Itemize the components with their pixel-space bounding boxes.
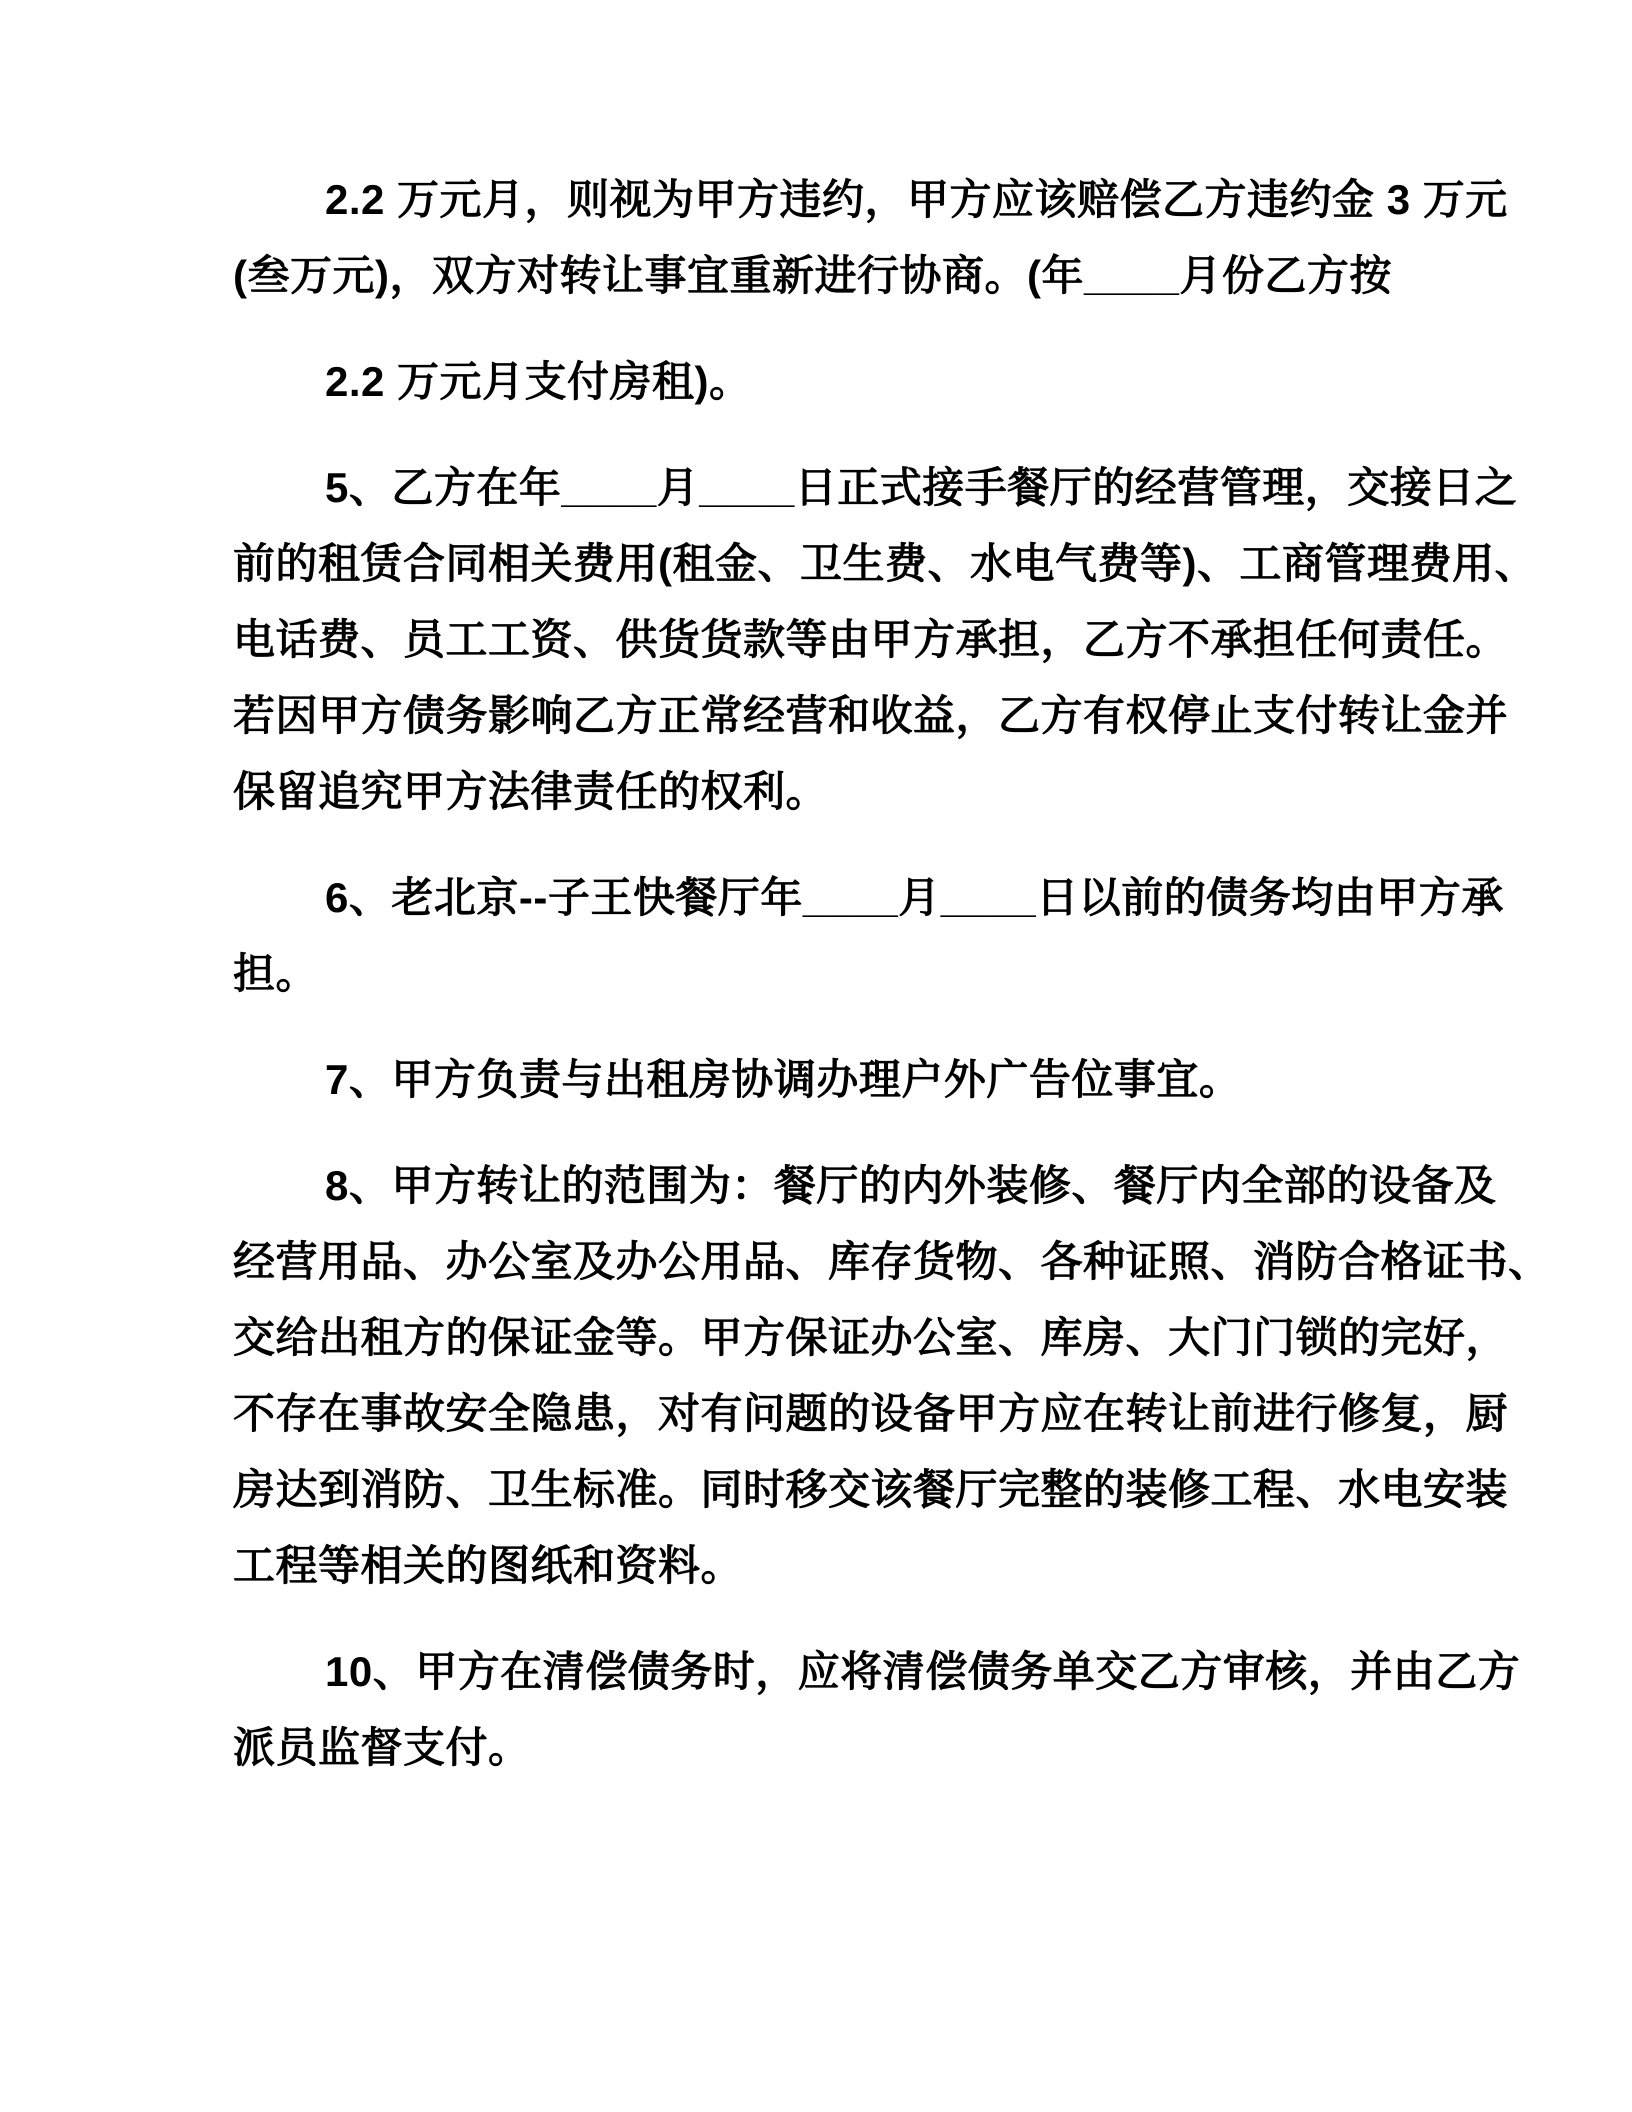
- paragraph-line: 7、甲方负责与出租房协调办理户外广告位事宜。: [325, 1056, 1242, 1103]
- paragraph-line: 若因甲方债务影响乙方正常经营和收益，乙方有权停止支付转让金并: [233, 692, 1509, 739]
- paragraph-line: 5、乙方在年____月____日正式接手餐厅的经营管理，交接日之: [325, 464, 1518, 511]
- paragraph: [233, 162, 1508, 314]
- paragraph-line: 电话费、员工工资、供货货款等由甲方承担，乙方不承担任何责任。: [233, 616, 1509, 663]
- document-body: [233, 162, 1551, 1816]
- paragraph-line: (叁万元)，双方对转让事宜重新进行协商。(年____月份乙方按: [233, 252, 1392, 299]
- paragraph-line: 房达到消防、卫生标准。同时移交该餐厅完整的装修工程、水电安装: [233, 1466, 1509, 1513]
- paragraph-line: 6、老北京--子王快餐厅年____月____日以前的债务均由甲方承: [325, 874, 1504, 921]
- paragraph: [233, 344, 1462, 420]
- paragraph: [233, 1148, 1551, 1604]
- paragraph-line: 派员监督支付。: [233, 1724, 531, 1771]
- paragraph-line: 10、甲方在清偿债务时，应将清偿债务单交乙方审核，并由乙方: [325, 1648, 1521, 1695]
- paragraph-line: 交给出租方的保证金等。甲方保证办公室、库房、大门门锁的完好，: [233, 1314, 1509, 1361]
- paragraph-line: 8、甲方转让的范围为：餐厅的内外装修、餐厅内全部的设备及: [325, 1162, 1497, 1209]
- paragraph-line: 2.2 万元月，则视为甲方违约，甲方应该赔偿乙方违约金 3 万元: [325, 176, 1508, 223]
- paragraph: [233, 860, 1504, 1012]
- paragraph-line: 担。: [233, 950, 319, 997]
- paragraph: [233, 450, 1537, 830]
- paragraph-line: 不存在事故安全隐患，对有问题的设备甲方应在转让前进行修复，厨: [233, 1390, 1509, 1437]
- paragraph-line: 工程等相关的图纸和资料。: [233, 1542, 744, 1589]
- paragraph-line: 2.2 万元月支付房租)。: [325, 358, 752, 405]
- paragraph: [233, 1634, 1521, 1786]
- paragraph-line: 前的租赁合同相关费用(租金、卫生费、水电气费等)、工商管理费用、: [233, 540, 1537, 587]
- paragraph-line: 保留追究甲方法律责任的权利。: [233, 768, 829, 815]
- paragraph: [233, 1042, 1462, 1118]
- paragraph-line: 经营用品、办公室及办公用品、库存货物、各种证照、消防合格证书、: [233, 1238, 1551, 1285]
